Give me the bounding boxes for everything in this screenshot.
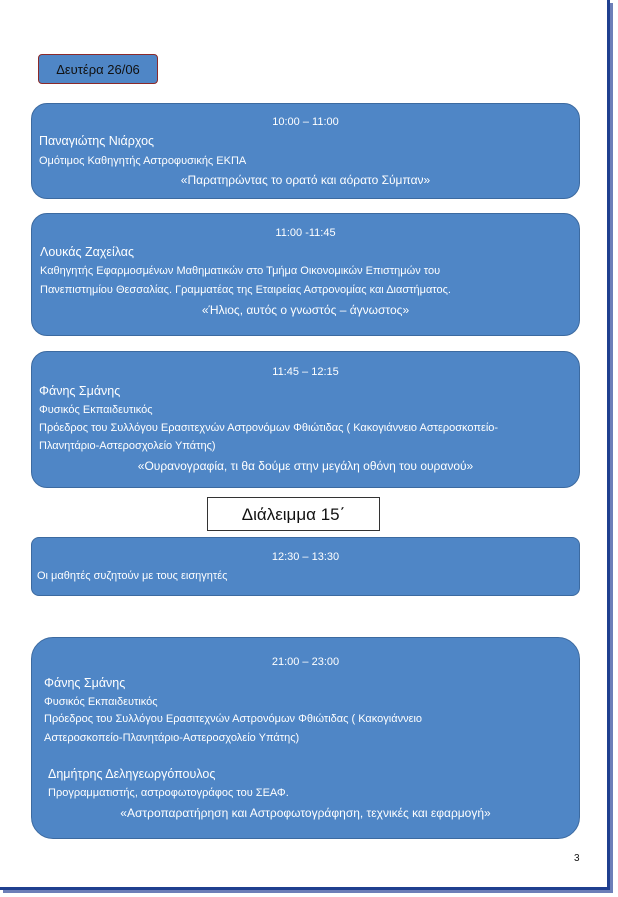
session-time: 11:45 – 12:15 [272,366,339,378]
speaker-role: Πανεπιστημίου Θεσσαλίας. Γραμματέας της Εταιρείας Αστρονομίας και Διαστήματος. [40,284,451,296]
session-time: 12:30 – 13:30 [271,551,340,563]
speaker-role: Φυσικός Εκπαιδευτικός [44,696,158,708]
talk-title: «Παρατηρώντας το ορατό και αόρατο Σύμπαν» [180,173,431,187]
session-1 [31,103,580,199]
second-speaker-role: Προγραμματιστής, αστροφωτογράφος του ΣΕΑΦ. [48,787,289,799]
speaker-name: Φάνης Σμάνης [39,384,121,398]
speaker-role: Φυσικός Εκπαιδευτικός [39,404,153,416]
talk-title: «Αστροπαρατήρηση και Αστροφωτογράφηση, τεχνικές και εφαρμογή» [120,806,491,820]
session-2 [31,213,580,336]
page-number: 3 [574,853,580,864]
day-label: Δευτέρα 26/06 [38,54,158,84]
speaker-name: Φάνης Σμάνης [44,676,126,690]
session-4 [31,537,580,596]
speaker-role: Καθηγητής Εφαρμοσμένων Μαθηματικών στο Τμήμα Οικονομικών Επιστημών του [40,265,441,277]
speaker-name: Λουκάς Ζαχείλας [40,245,135,259]
session-time: 10:00 – 11:00 [272,116,339,128]
session-5 [31,637,580,839]
session-time: 11:00 -11:45 [275,227,336,239]
speaker-role: Πλανητάριο-Αστεροσχολείο Υπάτης) [39,440,216,452]
speaker-name: Παναγιώτης Νιάρχος [39,134,155,148]
session-time: 21:00 – 23:00 [271,656,340,668]
speaker-role: Πρόεδρος του Συλλόγου Ερασιτεχνών Αστρονόμων Φθιώτιδας ( Κακογιάννειο Αστεροσκοπείο- [39,422,499,434]
talk-title: «Ουρανογραφία, τι θα δούμε στην μεγάλη οθόνη του ουρανού» [137,459,474,473]
second-speaker-name: Δημήτρης Δεληγεωργόπουλος [48,767,216,781]
speaker-role: Πρόεδρος του Συλλόγου Ερασιτεχνών Αστρονόμων Φθιώτιδας ( Κακογιάννειο [44,713,423,725]
talk-title: «Ήλιος, αυτός ο γνωστός – άγνωστος» [201,303,410,317]
session-text: Οι μαθητές συζητούν με τους εισηγητές [37,570,228,582]
session-3 [31,351,580,488]
speaker-role: Ομότιμος Καθηγητής Αστροφυσικής ΕΚΠΑ [39,155,247,167]
speaker-role: Αστεροσκοπείο-Πλανητάριο-Αστεροσχολείο Υπάτης) [44,732,300,744]
break-label: Διάλειμμα 15΄ [207,497,380,531]
